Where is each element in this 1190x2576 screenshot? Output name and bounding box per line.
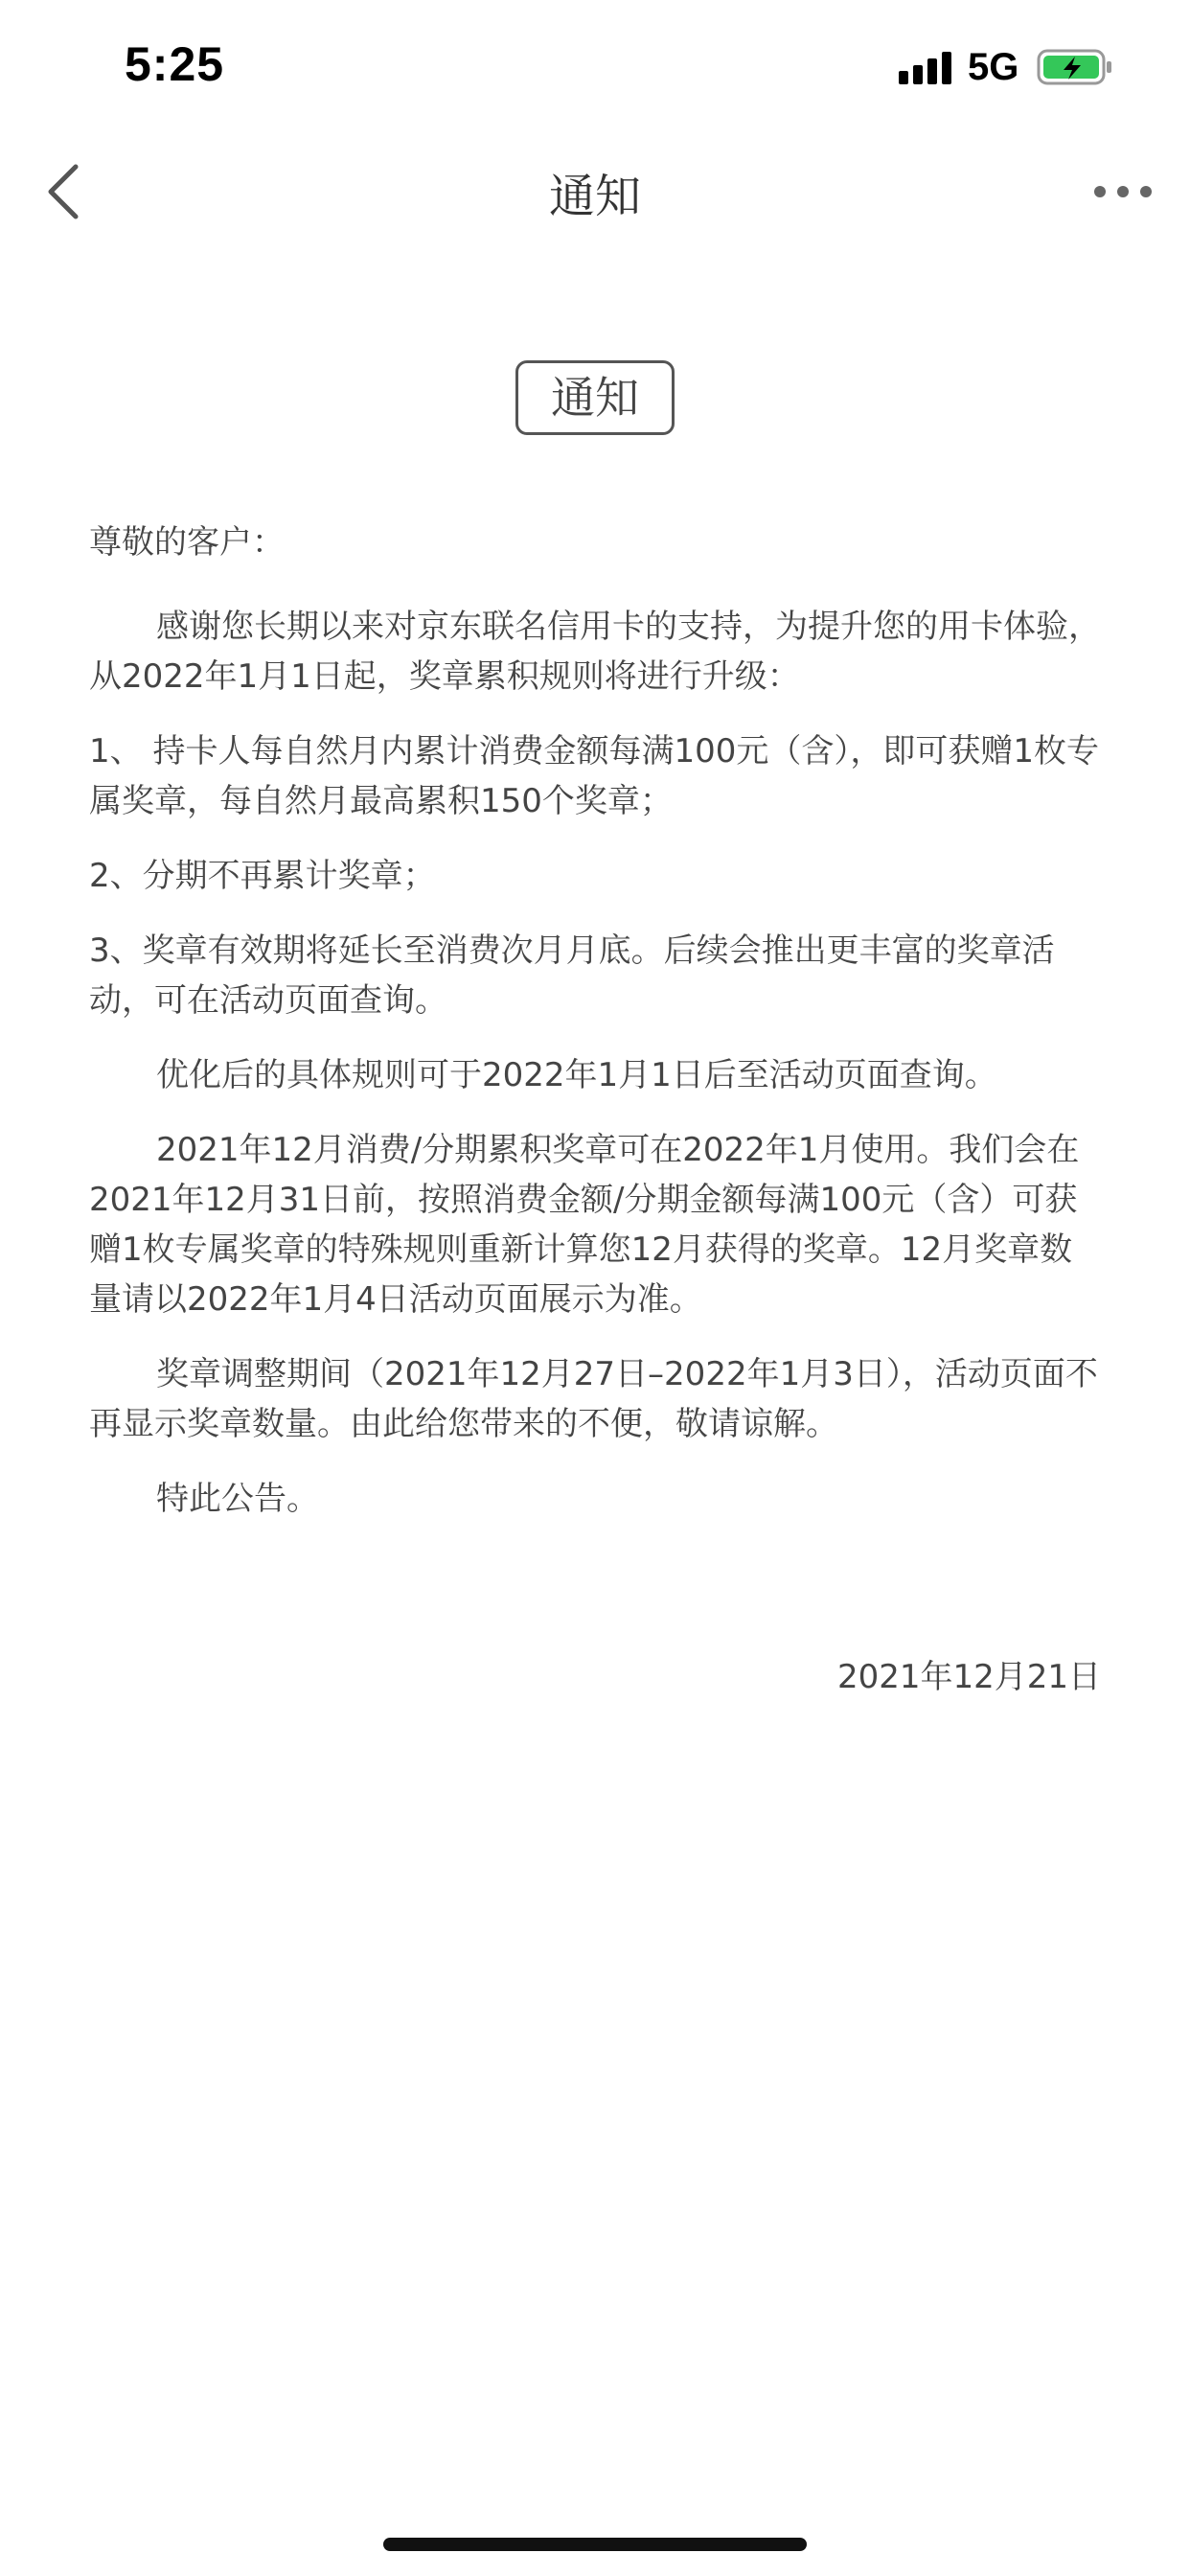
notice-paragraph: 感谢您长期以来对京东联名信用卡的支持，为提升您的用卡体验，从2022年1月1日起，奖章累积规则将进行升级： [89, 608, 1101, 696]
more-button[interactable] [1085, 163, 1161, 220]
notice-badge: 通知 [515, 360, 675, 435]
notice-paragraph: 2、分期不再累计奖章； [89, 857, 436, 895]
notice-paragraph: 2021年12月消费/分期累积奖章可在2022年1月使用。我们会在2021年12月31日前，按照消费金额/分期金额每满100元（含）可获赠1枚专属奖章的特殊规则重新计算您12月获得的奖章。12月奖章数量请以2022年1月4日活动页面展示为准。 [89, 1131, 1080, 1319]
nav-bar [0, 134, 1190, 249]
notice-paragraph: 3、奖章有效期将延长至消费次月月底。后续会推出更丰富的奖章活动，可在活动页面查询。 [89, 932, 1055, 1020]
battery-charging-icon [1037, 48, 1113, 86]
signal-bars-icon [899, 52, 952, 84]
notice-paragraph: 特此公告。 [156, 1480, 319, 1518]
more-dots-icon [1092, 184, 1154, 199]
home-indicator[interactable] [383, 2538, 807, 2551]
page-title: 通知 [548, 170, 641, 223]
notice-paragraph: 1、 持卡人每自然月内累计消费金额每满100元（含），即可获赠1枚专属奖章，每自然月最高累积150个奖章； [89, 732, 1099, 820]
status-bar [0, 0, 1190, 134]
notice-greeting: 尊敬的客户： [89, 523, 285, 562]
notice-date: 2021年12月21日 [836, 1658, 1101, 1696]
notice-paragraph: 奖章调整期间（2021年12月27日–2022年1月3日），活动页面不再显示奖章数量。由此给您带来的不便，敬请谅解。 [89, 1355, 1098, 1443]
notice-paragraph: 优化后的具体规则可于2022年1月1日后至活动页面查询。 [156, 1056, 997, 1094]
status-time: 5:25 [125, 37, 225, 91]
network-type: 5G [968, 46, 1019, 88]
notice-badge-wrap [0, 360, 1190, 435]
notice-content [89, 518, 1101, 1549]
